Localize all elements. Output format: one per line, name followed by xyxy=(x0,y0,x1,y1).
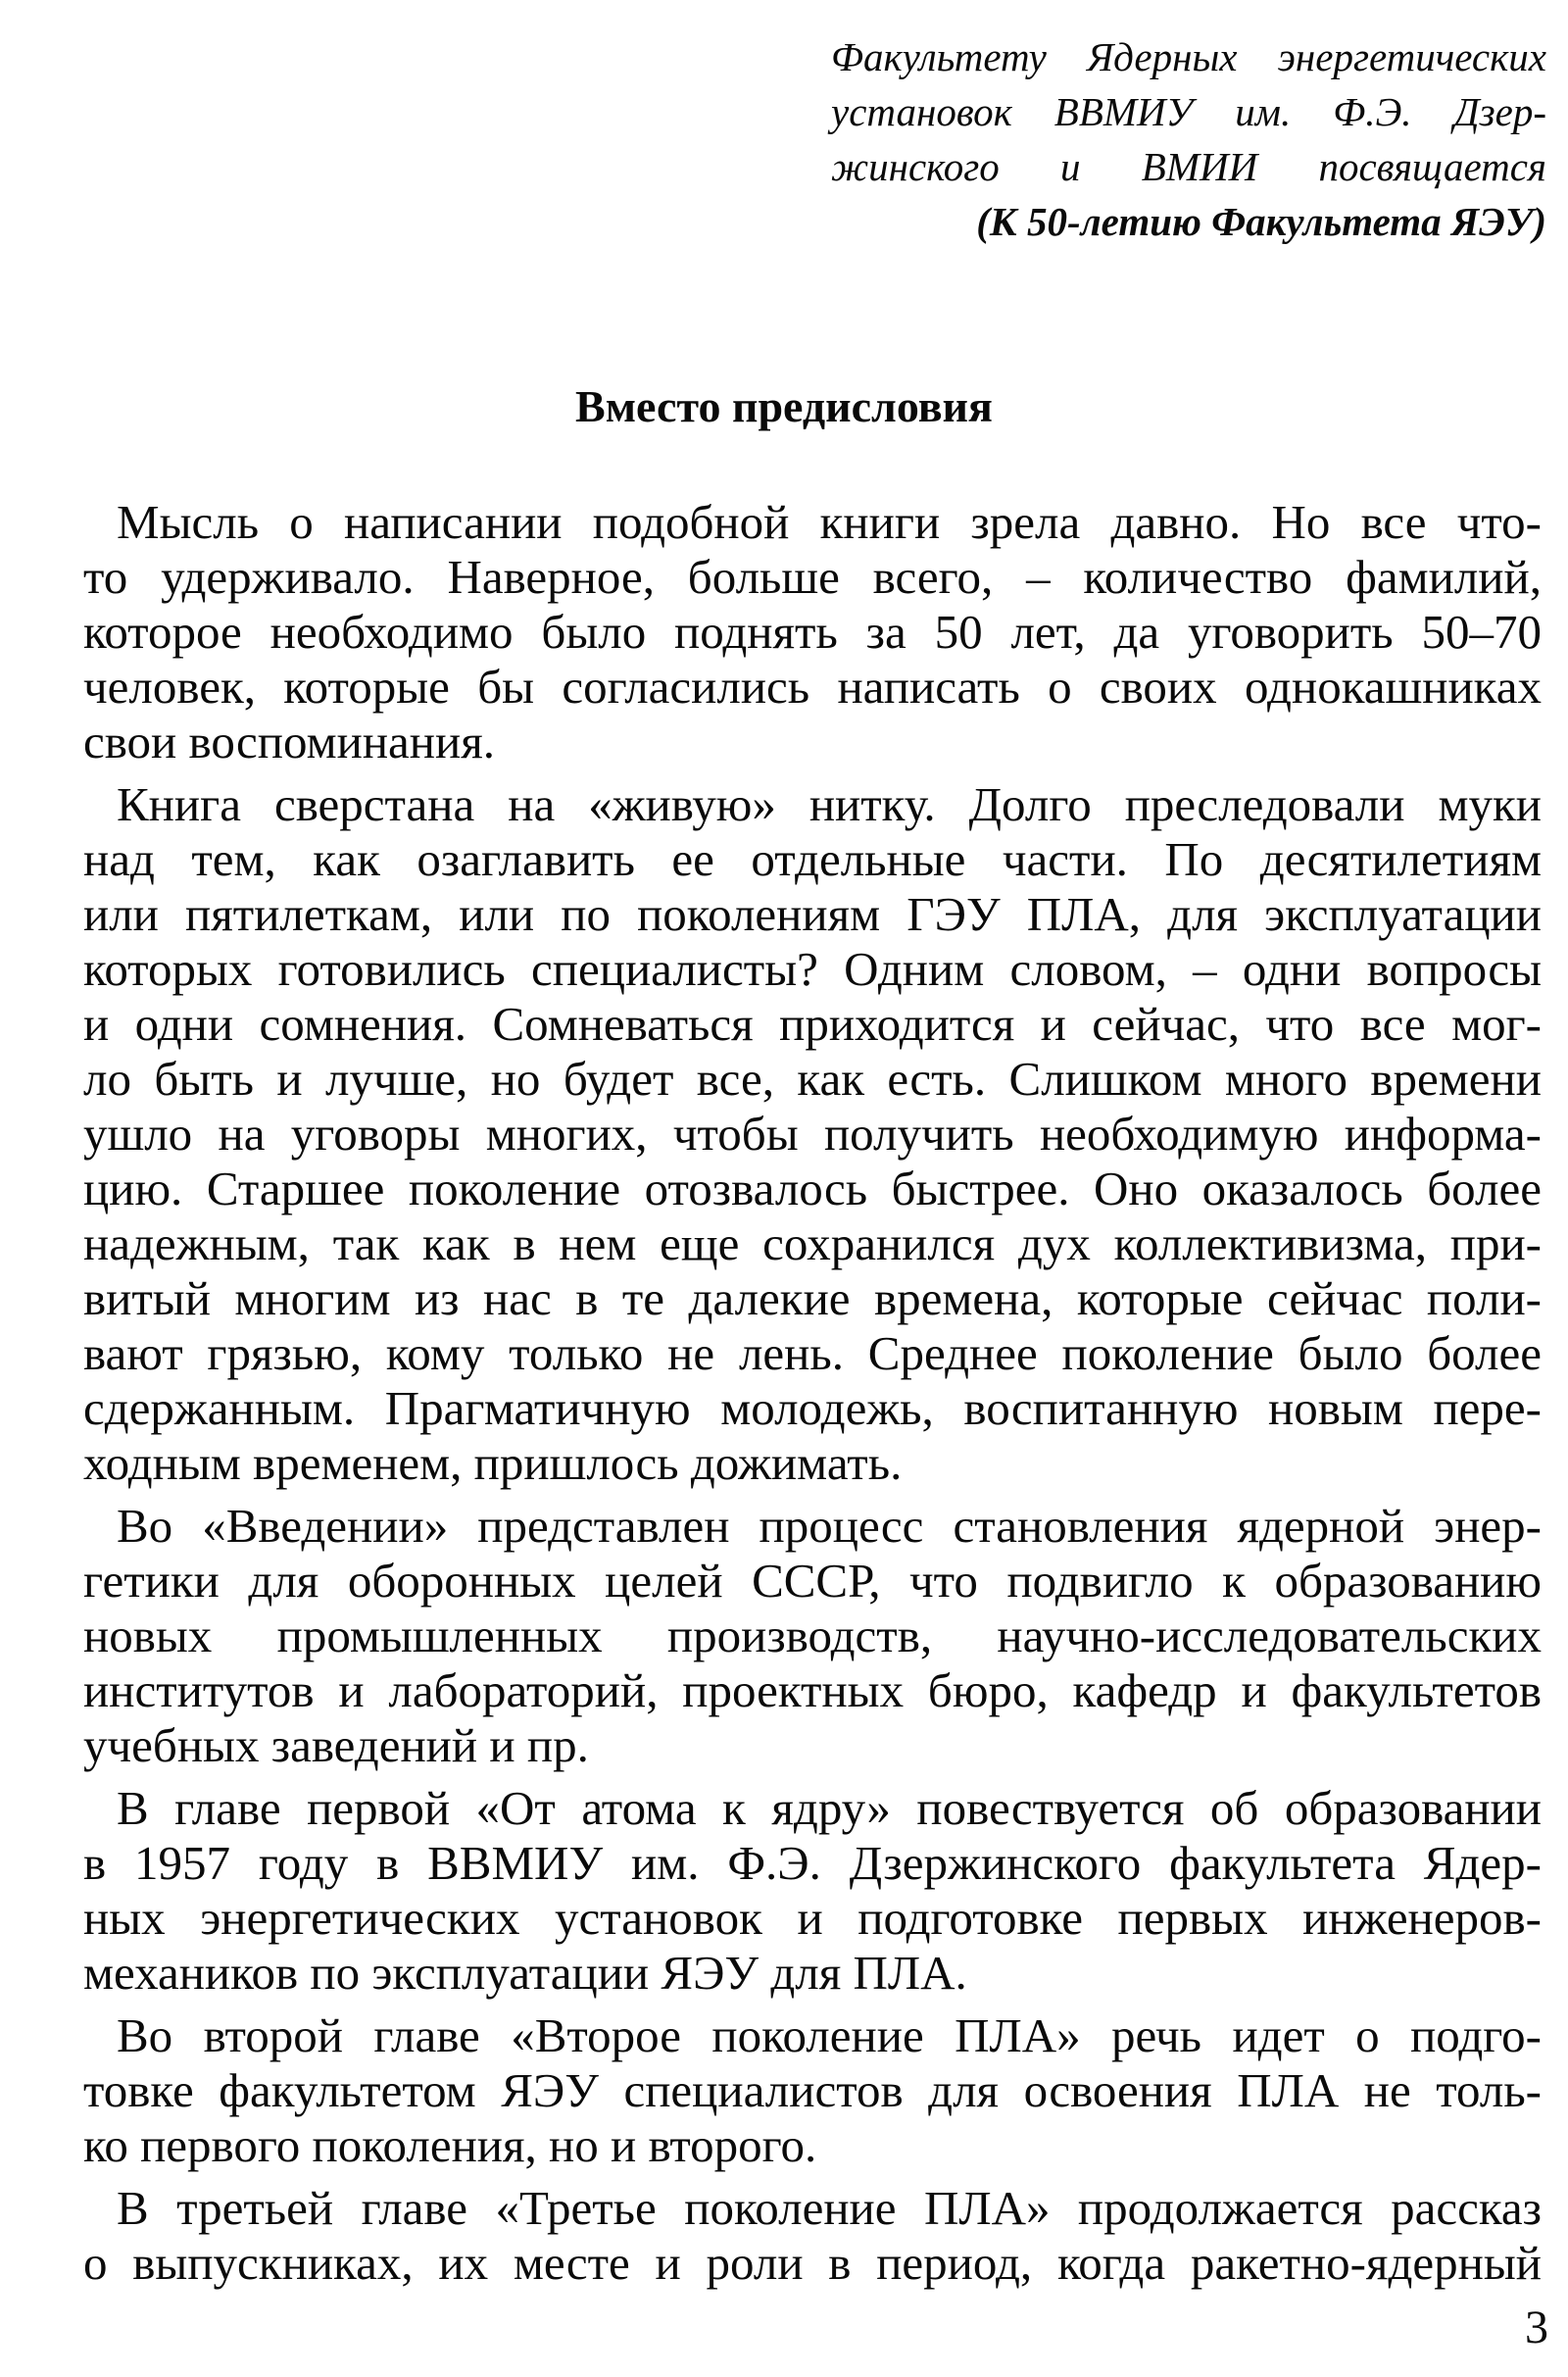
text-line: о выпускниках, их месте и роли в период, когда ракетно-ядерный xyxy=(83,2236,1542,2290)
paragraph xyxy=(83,2008,1542,2173)
text-line: или пятилеткам, или по поколениям ГЭУ ПЛА, для эксплуатации xyxy=(83,887,1542,941)
text-line: вают грязью, кому только не лень. Среднее поколение было более xyxy=(83,1326,1542,1380)
paragraph xyxy=(83,1781,1542,2001)
text-line: ных энергетических установок и подготовке первых инженеров- xyxy=(83,1891,1542,1945)
text-line: Во «Введении» представлен процесс становления ядерной энер- xyxy=(117,1499,1542,1553)
body-text xyxy=(83,495,1542,2299)
text-line: В главе первой «От атома к ядру» повествуется об образовании xyxy=(117,1781,1542,1835)
text-line: Мысль о написании подобной книги зрела давно. Но все что- xyxy=(117,495,1542,549)
text-line: которое необходимо было поднять за 50 лет, да уговорить 50–70 xyxy=(83,605,1542,659)
text-line: ко первого поколения, но и второго. xyxy=(83,2118,817,2172)
text-line: цию. Старшее поколение отозвалось быстрее. Оно оказалось более xyxy=(83,1162,1542,1215)
text-line: над тем, как озаглавить ее отдельные части. По десятилетиям xyxy=(83,832,1542,886)
text-line: свои воспоминания. xyxy=(83,715,496,768)
dedication-line: жинского и ВМИИ посвящается xyxy=(831,144,1546,189)
text-line: ло быть и лучше, но будет все, как есть. Слишком много времени xyxy=(83,1052,1542,1106)
text-line: Во второй главе «Второе поколение ПЛА» речь идет о подго- xyxy=(117,2008,1542,2062)
text-line: механиков по эксплуатации ЯЭУ для ПЛА. xyxy=(83,1946,967,2000)
text-line: то удерживало. Наверное, больше всего, – количество фамилий, xyxy=(83,550,1542,604)
text-line: товке факультетом ЯЭУ специалистов для освоения ПЛА не толь- xyxy=(83,2063,1542,2117)
dedication-line: Факультету Ядерных энергетических xyxy=(831,34,1546,79)
text-line: институтов и лабораторий, проектных бюро, кафедр и факультетов xyxy=(83,1663,1542,1717)
dedication-subtitle: (К 50-летию Факультета ЯЭУ) xyxy=(976,199,1546,244)
text-line: В третьей главе «Третье поколение ПЛА» продолжается рассказ xyxy=(117,2181,1542,2235)
page-number: 3 xyxy=(1525,2302,1548,2353)
text-line: надежным, так как в нем еще сохранился дух коллективизма, при- xyxy=(83,1216,1542,1270)
section-title: Вместо предисловия xyxy=(575,381,993,431)
text-line: витый многим из нас в те далекие времена, которые сейчас поли- xyxy=(83,1271,1542,1325)
text-line: Книга сверстана на «живую» нитку. Долго преследовали муки xyxy=(117,777,1542,831)
dedication-epigraph xyxy=(831,29,1546,249)
text-line: и одни сомнения. Сомневаться приходится и сейчас, что все мог- xyxy=(83,997,1542,1051)
text-line: сдержанным. Прагматичную молодежь, воспитанную новым пере- xyxy=(83,1381,1542,1435)
text-line: которых готовились специалисты? Одним словом, – одни вопросы xyxy=(83,942,1542,996)
paragraph xyxy=(83,777,1542,1491)
paragraph xyxy=(83,2181,1542,2291)
text-line: человек, которые бы согласились написать о своих однокашниках xyxy=(83,660,1542,714)
paragraph xyxy=(83,495,1542,769)
text-line: учебных заведений и пр. xyxy=(83,1718,589,1772)
dedication-line: установок ВВМИУ им. Ф.Э. Дзер- xyxy=(831,89,1546,134)
text-line: в 1957 году в ВВМИУ им. Ф.Э. Дзержинского факультета Ядер- xyxy=(83,1836,1542,1890)
paragraph xyxy=(83,1499,1542,1773)
text-line: новых промышленных производств, научно-исследовательских xyxy=(83,1609,1542,1662)
text-line: гетики для оборонных целей СССР, что подвигло к образованию xyxy=(83,1554,1542,1608)
text-line: ушло на уговоры многих, чтобы получить необходимую информа- xyxy=(83,1107,1542,1161)
text-line: ходным временем, пришлось дожимать. xyxy=(83,1436,903,1490)
